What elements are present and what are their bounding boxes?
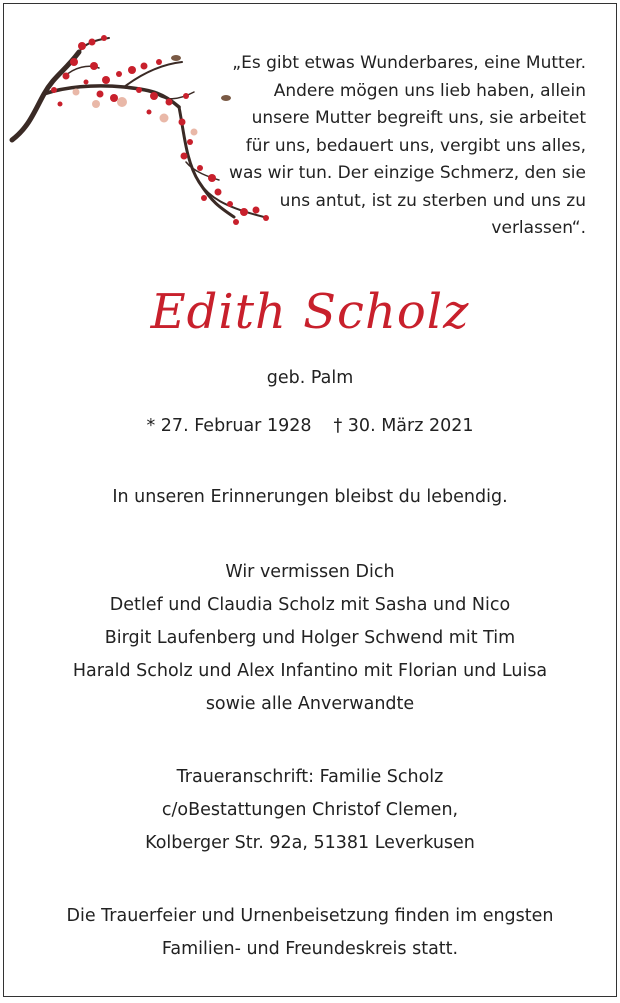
notice-line: Die Trauerfeier und Urnenbeisetzung finden im engsten — [66, 906, 554, 926]
quote-block — [216, 50, 586, 243]
mourner-line: Detlef und Claudia Scholz mit Sasha und Nico — [109, 595, 511, 615]
address-line: Traueranschrift: Familie Scholz — [176, 767, 444, 787]
birth-name: geb. Palm — [266, 368, 354, 388]
quote-line: für uns, bedauert uns, vergibt uns alles, — [245, 135, 586, 156]
mourner-line: Birgit Laufenberg und Holger Schwend mit Tim — [104, 628, 516, 648]
quote-line: was wir tun. Der einzige Schmerz, den sie — [229, 163, 586, 183]
quote-line: „Es gibt etwas Wunderbares, eine Mutter. — [232, 53, 586, 73]
death-date: † 30. März 2021 — [333, 416, 474, 436]
obituary-card — [3, 3, 617, 997]
notice-line: Familien- und Freundeskreis statt. — [161, 939, 459, 959]
mourners-intro: Wir vermissen Dich — [225, 562, 395, 582]
mourner-line: sowie alle Anverwandte — [205, 694, 415, 714]
deceased-name: Edith Scholz — [150, 284, 470, 340]
address-line: c/oBestattungen Christof Clemen, — [161, 800, 459, 820]
life-dates — [4, 416, 616, 436]
motto: In unseren Erinnerungen bleibst du lebendig. — [112, 487, 508, 507]
mourner-line: Harald Scholz und Alex Infantino mit Florian und Luisa — [72, 661, 548, 681]
birth-date: * 27. Februar 1928 — [146, 416, 312, 436]
quote-line: unsere Mutter begreift uns, sie arbeitet — [251, 108, 586, 128]
address-line: Kolberger Str. 92a, 51381 Leverkusen — [145, 833, 475, 853]
quote-line: verlassen“. — [491, 218, 586, 238]
quote-line: Andere mögen uns lieb haben, allein — [273, 80, 586, 101]
quote-line: uns antut, ist zu sterben und uns zu — [279, 190, 586, 211]
